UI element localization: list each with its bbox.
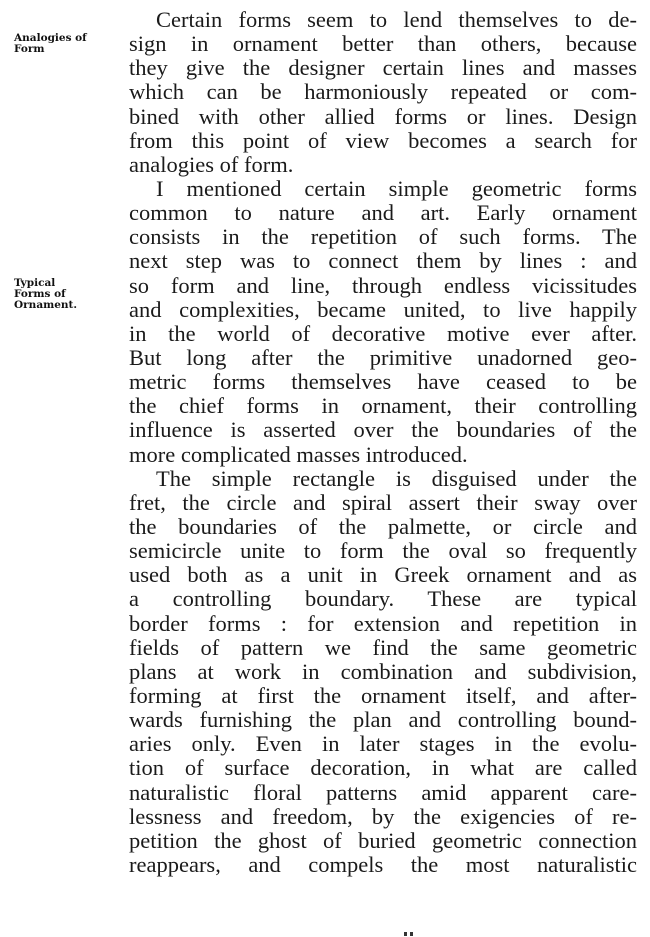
text-line: more complicated masses introduced. <box>129 441 468 467</box>
text-line: a controlling boundary. These are typical <box>129 586 637 612</box>
text-line: in the world of decorative motive ever after. <box>129 320 637 346</box>
text-line: reappears, and compels the most naturalistic <box>129 851 637 877</box>
margin-note-line: Form <box>14 43 45 55</box>
paragraph-analogies <box>129 8 637 177</box>
text-line: used both as a unit in Greek ornament and as <box>129 562 637 588</box>
text-line: border forms : for extension and repetition in <box>129 610 637 636</box>
text-line: semicircle unite to form the oval so frequently <box>129 538 637 564</box>
text-line: influence is asserted over the boundaries of the <box>129 417 637 443</box>
text-line: plans at work in combination and subdivision, <box>129 658 637 684</box>
text-line: the chief forms in ornament, their controlling <box>129 393 637 419</box>
text-line: But long after the primitive unadorned geo- <box>129 344 637 370</box>
text-line: Certain forms seem to lend themselves to de- <box>156 7 637 32</box>
text-line: fields of pattern we find the same geometric <box>129 634 637 660</box>
text-line: wards furnishing the plan and controlling bound- <box>129 707 637 733</box>
text-line: from this point of view becomes a search for <box>129 127 637 153</box>
text-line: The simple rectangle is disguised under the <box>156 465 637 491</box>
text-line: tion of surface decoration, in what are called <box>129 755 637 781</box>
text-line: petition the ghost of buried geometric connection <box>129 827 637 853</box>
text-line: the boundaries of the palmette, or circle and <box>129 513 637 539</box>
margin-note-line: Typical <box>14 277 56 289</box>
text-line: lessness and freedom, by the exigencies of re- <box>129 803 637 829</box>
text-line: aries only. Even in later stages in the evolu- <box>129 731 637 757</box>
cut-off-next-line-fragment <box>400 932 420 937</box>
text-line: analogies of form. <box>129 151 294 177</box>
paragraph-simple-rectangle <box>129 467 637 877</box>
text-line: and complexities, became united, to live happily <box>129 296 637 322</box>
margin-note-typical-forms-of-ornament <box>14 278 77 311</box>
body-text <box>129 8 637 877</box>
margin-note-analogies-of-form <box>14 33 87 55</box>
text-line: they give the designer certain lines and masses <box>129 55 637 81</box>
margin-note-line: Ornament. <box>14 299 78 311</box>
text-line: common to nature and art. Early ornament <box>129 200 637 226</box>
text-line: fret, the circle and spiral assert their sway over <box>129 489 637 515</box>
text-line: naturalistic floral patterns amid apparent care- <box>129 779 637 805</box>
text-line: next step was to connect them by lines : and <box>129 248 637 274</box>
text-line: metric forms themselves have ceased to be <box>129 369 637 395</box>
text-line: so form and line, through endless vicissitudes <box>129 272 637 298</box>
text-line: which can be harmoniously repeated or com- <box>129 79 637 105</box>
margin-note-line: Forms of <box>14 288 66 300</box>
text-line: I mentioned certain simple geometric forms <box>156 175 637 201</box>
text-line: sign in ornament better than others, because <box>129 31 637 57</box>
paragraph-geometric-forms <box>129 177 637 467</box>
margin-note-line: Analogies of <box>14 32 87 44</box>
text-line: bined with other allied forms or lines. Design <box>129 103 637 129</box>
text-line: forming at first the ornament itself, and after- <box>129 682 637 708</box>
text-line: consists in the repetition of such forms. The <box>129 224 637 250</box>
